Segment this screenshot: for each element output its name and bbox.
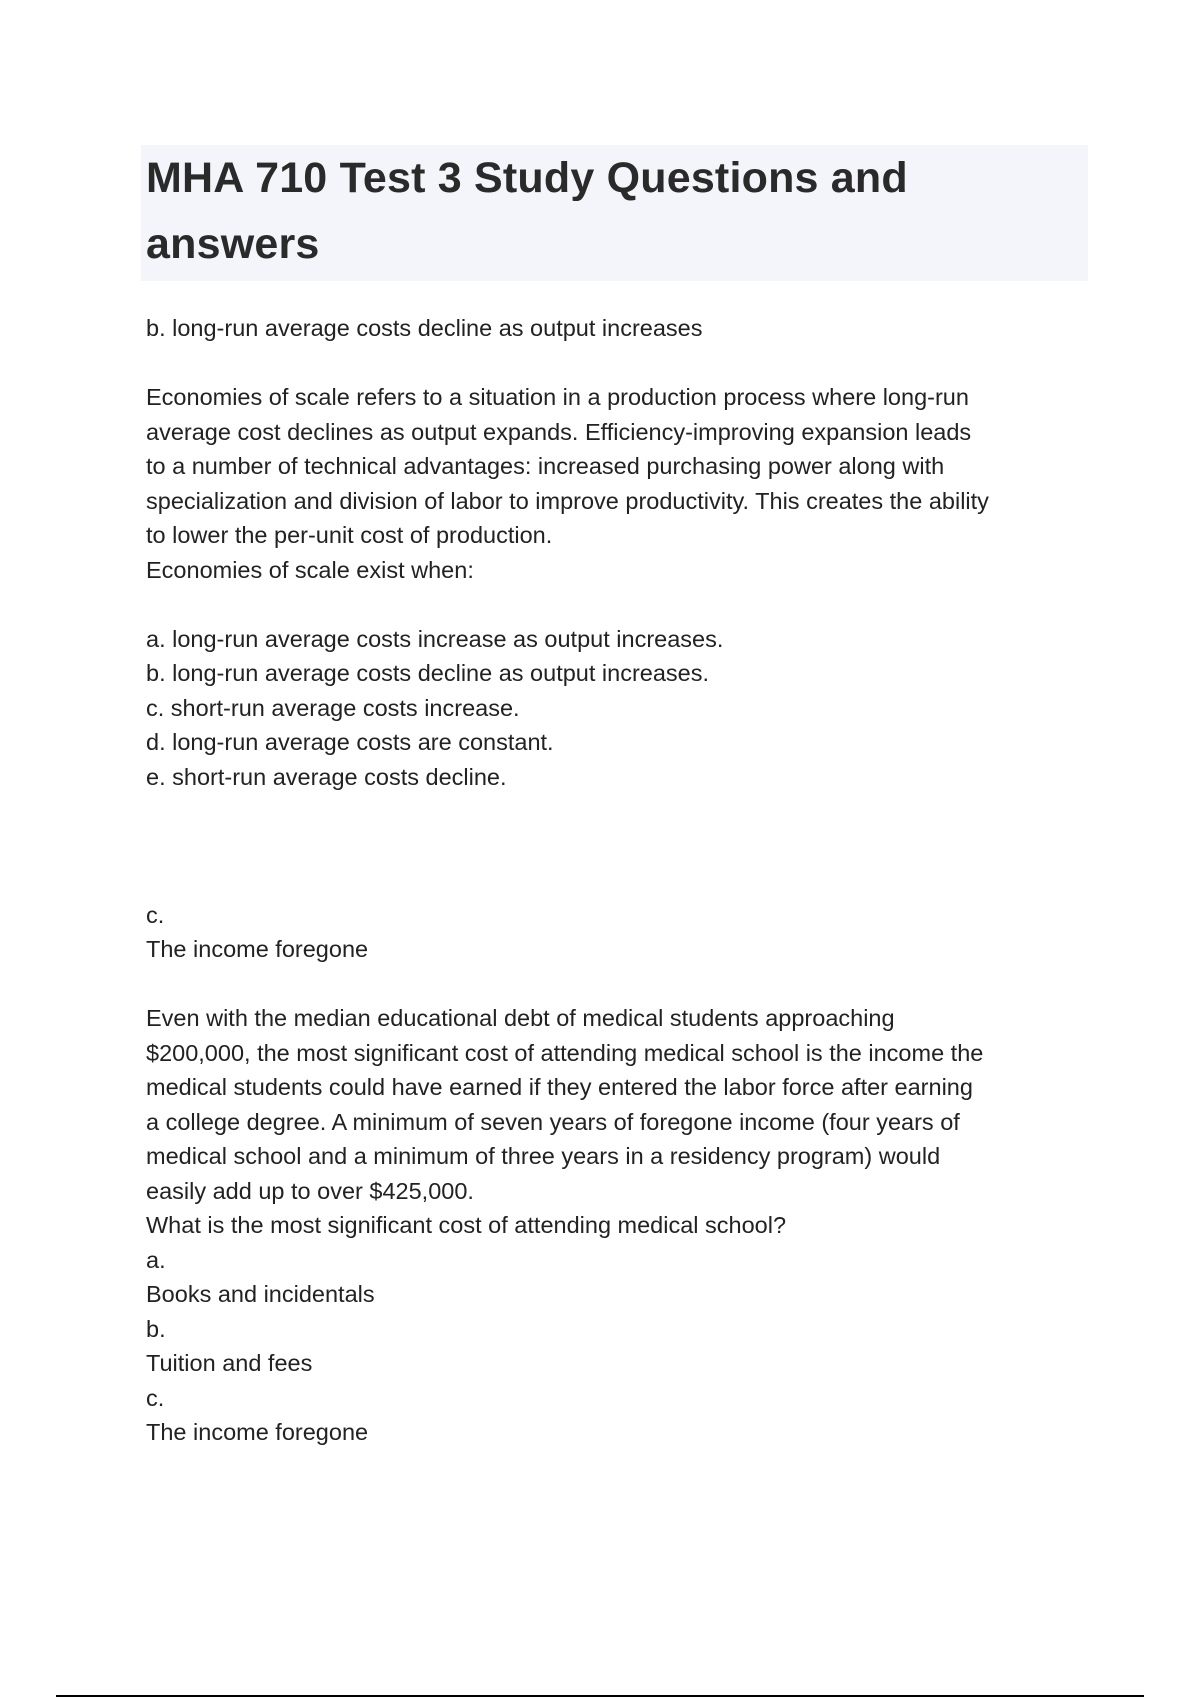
page-title: MHA 710 Test 3 Study Questions and answers <box>146 154 908 268</box>
option-item: d. long-run average costs are constant. <box>146 729 554 755</box>
option-letter: b. <box>146 1315 166 1342</box>
explanation-line: $200,000, the most significant cost of attending medical school is the income the <box>146 1039 984 1066</box>
title-banner <box>141 145 1088 281</box>
option-item: c. short-run average costs increase. <box>146 694 520 721</box>
explanation-line: medical school and a minimum of three years in a residency program) would <box>146 1143 941 1169</box>
answer-line: The income foregone <box>146 936 369 962</box>
option-item: a. long-run average costs increase as output increases. <box>146 625 724 652</box>
answer-line: b. long-run average costs decline as output increases <box>146 315 703 341</box>
question-text: Economies of scale exist when: <box>146 556 474 583</box>
footer-divider <box>56 1695 1144 1697</box>
explanation-line: Even with the median educational debt of medical students approaching <box>146 1005 895 1031</box>
explanation-line: to lower the per-unit cost of production. <box>146 522 553 548</box>
spacer <box>146 346 1096 381</box>
explanation-line: specialization and division of labor to improve productivity. This creates the ability <box>146 487 989 514</box>
explanation-line: a college degree. A minimum of seven years of foregone income (four years of <box>146 1108 960 1135</box>
explanation-line: easily add up to over $425,000. <box>146 1177 474 1204</box>
spacer <box>146 967 1096 1002</box>
option-item: e. short-run average costs decline. <box>146 763 507 790</box>
option-item: Books and incidentals <box>146 1281 375 1307</box>
explanation-line: medical students could have earned if they entered the labor force after earning <box>146 1074 973 1100</box>
option-item: Tuition and fees <box>146 1350 313 1376</box>
option-letter: c. <box>146 1384 165 1411</box>
question-text: What is the most significant cost of attending medical school? <box>146 1212 787 1238</box>
option-letter: a. <box>146 1246 166 1273</box>
option-item: The income foregone <box>146 1419 369 1445</box>
option-item: b. long-run average costs decline as output increases. <box>146 660 710 686</box>
spacer <box>146 587 1096 622</box>
answer-letter: c. <box>146 901 165 928</box>
spacer <box>146 794 1096 898</box>
document-body <box>146 311 1096 1450</box>
explanation-line: to a number of technical advantages: increased purchasing power along with <box>146 453 945 479</box>
explanation-line: average cost declines as output expands. Efficiency-improving expansion leads <box>146 418 972 445</box>
explanation-line: Economies of scale refers to a situation in a production process where long-run <box>146 384 969 410</box>
